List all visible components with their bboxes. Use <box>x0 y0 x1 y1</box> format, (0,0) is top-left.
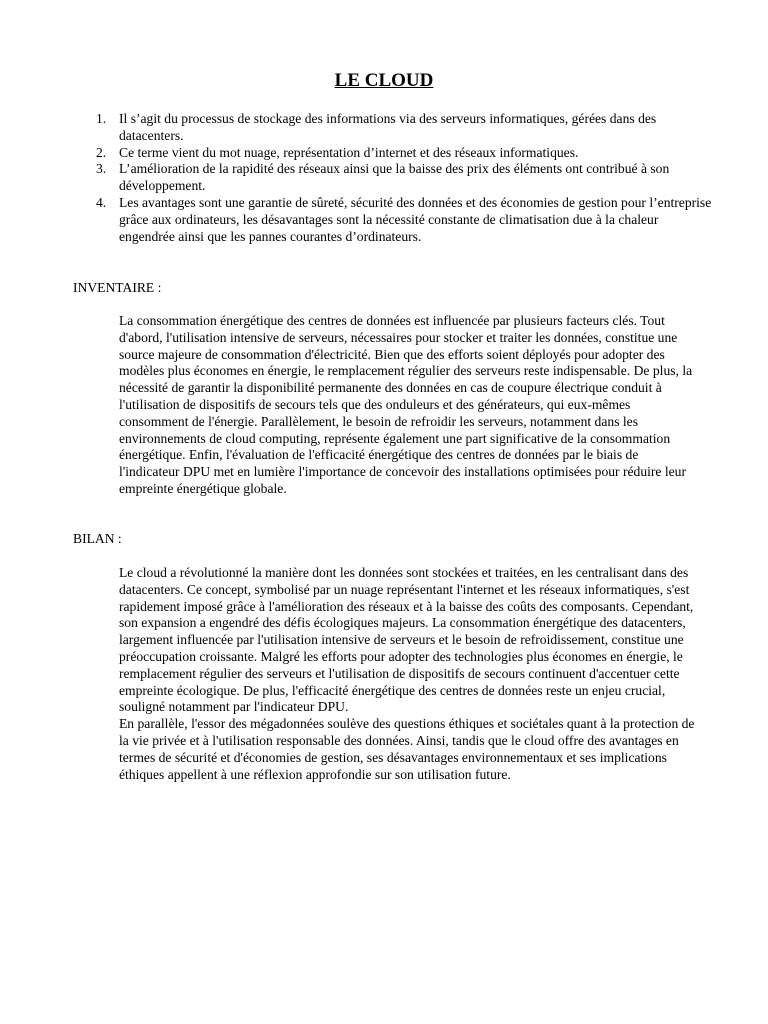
list-number: 4. <box>96 194 107 210</box>
list-number: 1. <box>96 111 107 126</box>
list-item <box>96 145 716 162</box>
page-title: LE CLOUD <box>334 70 434 91</box>
list-text: Il s’agit du processus de stockage des informations via des serveurs informatiques, gérées dans des datacenters. <box>119 111 657 143</box>
list-text: Les avantages sont une garantie de sûreté, sécurité des données et des économies de gestion pour l’entreprise grâce aux ordinateurs, les désavantages sont la nécessité constante de climatisation due à la chaleur engendrée ainsi que les pannes courantes d’ordinateurs. <box>119 194 712 244</box>
section-heading-inventaire: INVENTAIRE : <box>73 280 162 295</box>
intro-list <box>96 111 716 245</box>
list-item <box>96 111 716 145</box>
list-number: 3. <box>96 161 107 177</box>
list-text: Ce terme vient du mot nuage, représentation d’internet et des réseaux informatiques. <box>119 144 579 160</box>
list-item <box>96 195 716 245</box>
bilan-text-2: En parallèle, l'essor des mégadonnées soulève des questions éthiques et sociétales quant à la protection de la vie privée et à l'utilisation responsable des données. Ainsi, tandis que le cloud offre des avantages en termes de sécurité et d'économies de gestion, ses désavantages environnementaux et ses implications éthiques appellent à une réflexion approfondie sur son utilisation future. <box>119 716 695 782</box>
bilan-paragraph <box>119 565 699 783</box>
inventaire-text: La consommation énergétique des centres de données est influencée par plusieurs facteurs clés. Tout d'abord, l'utilisation intensive de serveurs, nécessaires pour stocker et traiter les données, constitue une source majeure de consommation d'électricité. Bien que des efforts soient déployés pour adopter des modèles plus économes en énergie, le remplacement régulier des serveurs reste indispensable. De plus, la nécessité de garantir la disponibilité permanente des données en cas de coupure électrique conduit à l'utilisation de dispositifs de secours tels que des onduleurs et des générateurs, qui eux-mêmes consomment de l'énergie. Parallèlement, le besoin de refroidir les serveurs, notamment dans les environnements de cloud computing, représente également une part significative de la consommation énergétique. Enfin, l'évaluation de l'efficacité énergétique des centres de données par le biais de l'indicateur DPU met en lumière l'importance de concevoir des installations optimisées pour réduire leur empreinte énergétique globale. <box>119 313 693 496</box>
list-item <box>96 161 716 195</box>
list-text: L’amélioration de la rapidité des réseaux ainsi que la baisse des prix des éléments ont contribué à son développement. <box>119 161 670 194</box>
section-heading-bilan: BILAN : <box>73 531 122 546</box>
bilan-text-1: Le cloud a révolutionné la manière dont les données sont stockées et traitées, en les centralisant dans des datacenters. Ce concept, symbolisé par un nuage représentant l'internet et les réseaux informatiques, s'est rapidement imposé grâce à l'amélioration des réseaux et à la baisse des coûts des composants. Cependant, son expansion a engendré des défis écologiques majeurs. La consommation énergétique des datacenters, largement influencée par l'utilisation intensive de serveurs et le besoin de refroidissement, constitue une préoccupation croissante. Malgré les efforts pour adopter des technologies plus économes en énergie, le remplacement régulier des serveurs et l'utilisation de dispositifs de secours continuent d'accentuer cette empreinte écologique. De plus, l'efficacité énergétique des centres de données reste un enjeu crucial, souligné notamment par l'indicateur DPU. <box>119 565 694 715</box>
inventaire-paragraph <box>119 313 699 498</box>
list-number: 2. <box>96 144 107 160</box>
